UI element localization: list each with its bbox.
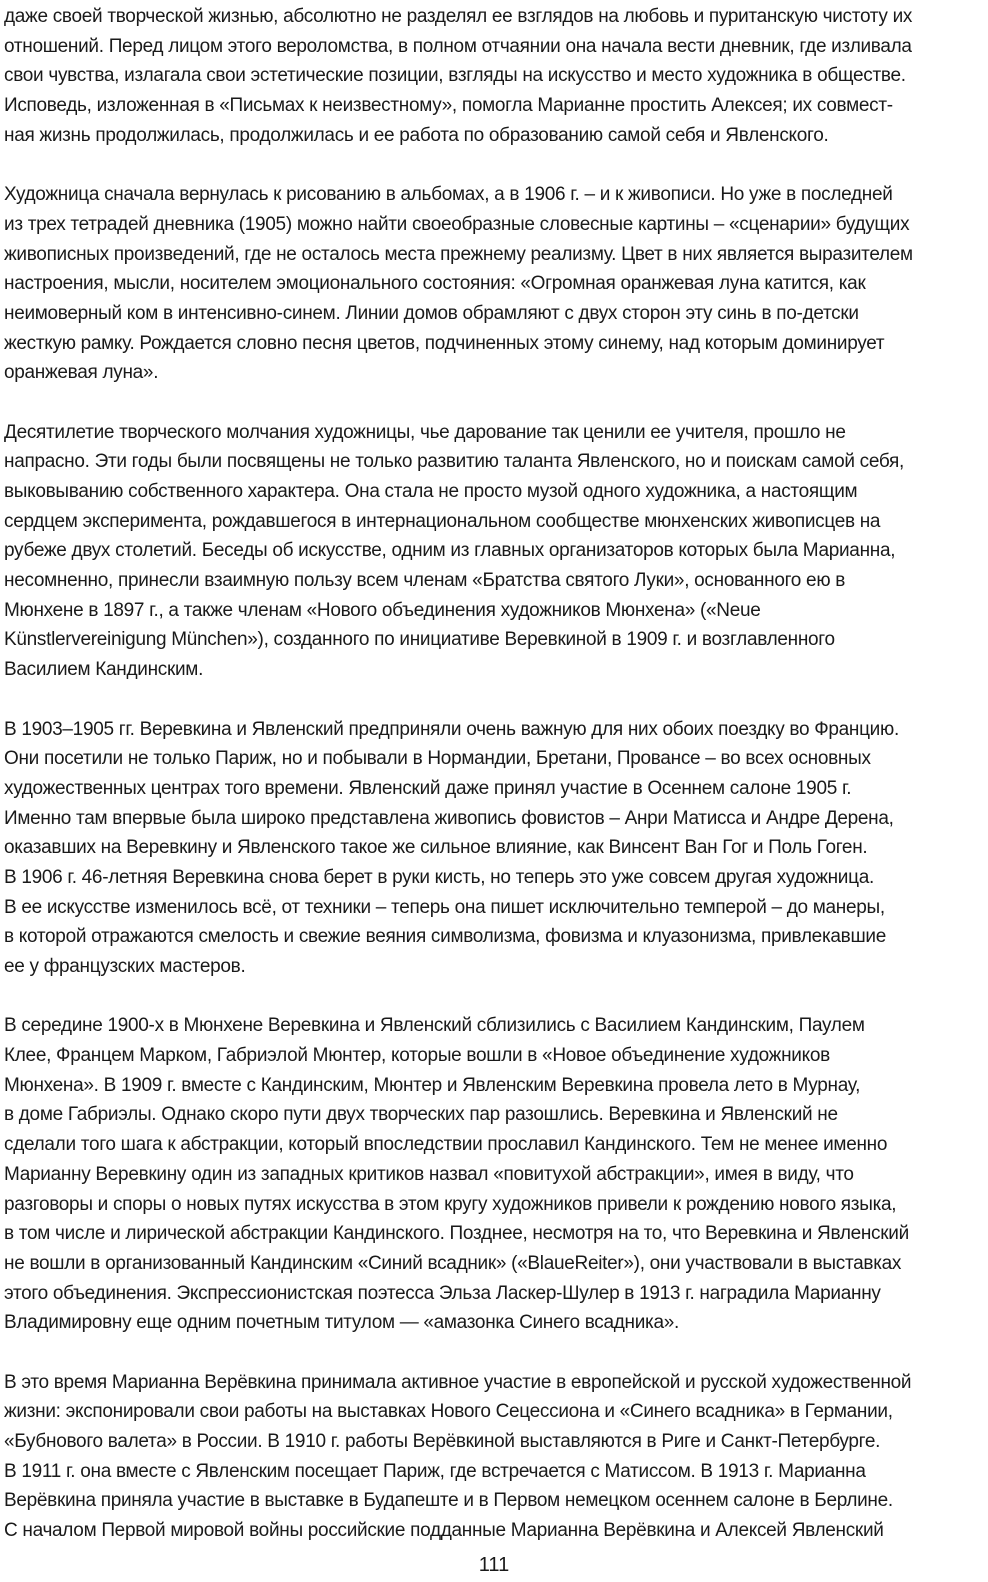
- text-line: «Бубнового валета» в России. В 1910 г. работы Верёвкиной выставляются в Риге и Санкт-Петербурге.: [4, 1431, 881, 1452]
- text-line: напрасно. Эти годы были посвящены не только развитию таланта Явленского, но и поискам самой себя,: [4, 451, 905, 473]
- text-line: В 1906 г. 46-летняя Веревкина снова берет в руки кисть, но теперь это уже совсем другая художница.: [4, 866, 874, 888]
- text-line: Марианну Веревкину один из западных критиков назвал «повитухой абстракции», имея в виду, что: [4, 1163, 854, 1185]
- text-line: неимоверный ком в интенсивно-синем. Линии домов обрамляют с двух сторон эту синь в по-детски: [4, 302, 859, 324]
- text-line: художественных центрах того времени. Явленский даже принял участие в Осеннем салоне 1905 г.: [4, 777, 852, 799]
- text-line: ее у французских мастеров.: [4, 956, 246, 977]
- text-line: Верёвкина приняла участие в выставке в Будапеште и в Первом немецком осеннем салоне в Берлине.: [4, 1490, 893, 1512]
- text-line: не вошли в организованный Кандинским «Синий всадник» («BlaueReiter»), они участвовали в выставках: [4, 1252, 902, 1274]
- text-line: рубеже двух столетий. Беседы об искусстве, одним из главных организаторов которых была Марианна,: [4, 540, 896, 562]
- text-line: жесткую рамку. Рождается словно песня цветов, подчиненных этому синему, над которым доминирует: [4, 332, 885, 354]
- text-line: свои чувства, излагала свои эстетические позиции, взгляды на искусство и место художника в обществе.: [4, 65, 906, 87]
- paragraph-6: [4, 1368, 984, 1546]
- text-line: В 1903–1905 гг. Веревкина и Явленский предприняли очень важную для них обоих поездку во Францию.: [4, 718, 899, 740]
- paragraph-5: [4, 1011, 984, 1338]
- text-line: выковыванию собственного характера. Она стала не просто музой одного художника, а настоящим: [4, 481, 858, 502]
- text-line: жизни: экспонировали свои работы на выставках Нового Сецессиона и «Синего всадника» в Германии,: [4, 1401, 893, 1423]
- text-line: сделали того шага к абстракции, который впоследствии прославил Кандинского. Тем не менее именно: [4, 1134, 888, 1156]
- text-line: Они посетили не только Париж, но и побывали в Нормандии, Бретани, Провансе – во всех основных: [4, 748, 871, 770]
- text-line: Клее, Францем Марком, Габриэлой Мюнтер, которые вошли в «Новое объединение художников: [4, 1045, 830, 1067]
- text-line: несомненно, принесли взаимную пользу всем членам «Братства святого Луки», основанного ею в: [4, 570, 846, 592]
- text-line: В середине 1900-х в Мюнхене Веревкина и Явленский сблизились с Василием Кандинским, Паулем: [4, 1015, 865, 1037]
- text-line: из трех тетрадей дневника (1905) можно найти своеобразные словесные картины – «сценарии» будущих: [4, 213, 910, 235]
- text-line: Василием Кандинским.: [4, 659, 204, 681]
- text-line: Исповедь, изложенная в «Письмах к неизвестному», помогла Марианне простить Алексея; их совмест-: [4, 95, 893, 117]
- text-line: В 1911 г. она вместе с Явленским посещает Париж, где встречается с Матиссом. В 1913 г. Марианна: [4, 1460, 866, 1482]
- text-line: в том числе и лирической абстракции Кандинского. Позднее, несмотря на то, что Веревкина и Явленский: [4, 1223, 909, 1245]
- text-line: разговоры и споры о новых путях искусства в этом кругу художников привели к рождению нового языка,: [4, 1193, 897, 1215]
- text-line: Мюнхена». В 1909 г. вместе с Кандинским, Мюнтер и Явленским Веревкина провела лето в Мурнау,: [4, 1074, 861, 1096]
- text-line: Владимировну еще одним почетным титулом — «амазонка Синего всадника».: [4, 1312, 679, 1334]
- text-line: в доме Габриэлы. Однако скоро пути двух творческих пар разошлись. Веревкина и Явленский не: [4, 1104, 838, 1126]
- text-line: даже своей творческой жизнью, абсолютно не разделял ее взглядов на любовь и пуританскую чистоту их: [4, 6, 913, 27]
- text-line: В ее искусстве изменилось всё, от техники – теперь она пишет исключительно темперой – до манеры,: [4, 896, 885, 918]
- text-line: Мюнхене в 1897 г., а также членам «Нового объединения художников Мюнхена» («Neue: [4, 599, 761, 621]
- text-block: [4, 2, 984, 1546]
- text-line: Именно там впервые была широко представлена живопись фовистов – Анри Матисса и Андре Дерена,: [4, 807, 894, 829]
- text-line: в которой отражаются смелость и свежие веяния символизма, фовизма и клуазонизма, привлекавшие: [4, 926, 886, 948]
- text-line: этого объединения. Экспрессионистская поэтесса Эльза Ласкер-Шулер в 1913 г. наградила Марианну: [4, 1282, 881, 1304]
- text-line: В это время Марианна Верёвкина принимала активное участие в европейской и русской художественной: [4, 1371, 912, 1393]
- text-line: С началом Первой мировой войны российские подданные Марианна Верёвкина и Алексей Явленский: [4, 1520, 884, 1542]
- text-line: ная жизнь продолжилась, продолжилась и ее работа по образованию самой себя и Явленского.: [4, 124, 829, 146]
- paragraph-1: [4, 2, 984, 150]
- text-line: живописных произведений, где не осталось места прежнему реализму. Цвет в них является выразителем: [4, 243, 913, 265]
- text-line: Künstlervereinigung München»), созданного по инициативе Веревкиной в 1909 г. и возглавленного: [4, 629, 835, 651]
- text-line: оказавших на Веревкину и Явленского такое же сильное влияние, как Винсент Ван Гог и Поль Гоген.: [4, 837, 868, 859]
- text-line: оранжевая луна».: [4, 362, 159, 384]
- text-line: отношений. Перед лицом этого вероломства, в полном отчаянии она начала вести дневник, где изливала: [4, 35, 912, 57]
- paragraph-3: [4, 418, 984, 685]
- text-line: Художница сначала вернулась к рисованию в альбомах, а в 1906 г. – и к живописи. Но уже в последней: [4, 184, 893, 206]
- paragraph-2: [4, 180, 984, 388]
- text-line: сердцем эксперимента, рождавшегося в интернациональном сообществе мюнхенских живописцев на: [4, 510, 881, 532]
- paragraph-4: [4, 715, 984, 982]
- text-line: Десятилетие творческого молчания художницы, чье дарование так ценили ее учителя, прошло не: [4, 421, 846, 443]
- text-line: настроения, мысли, носителем эмоционального состояния: «Огромная оранжевая луна катится, как: [4, 273, 866, 295]
- page-number: 111: [478, 1553, 510, 1576]
